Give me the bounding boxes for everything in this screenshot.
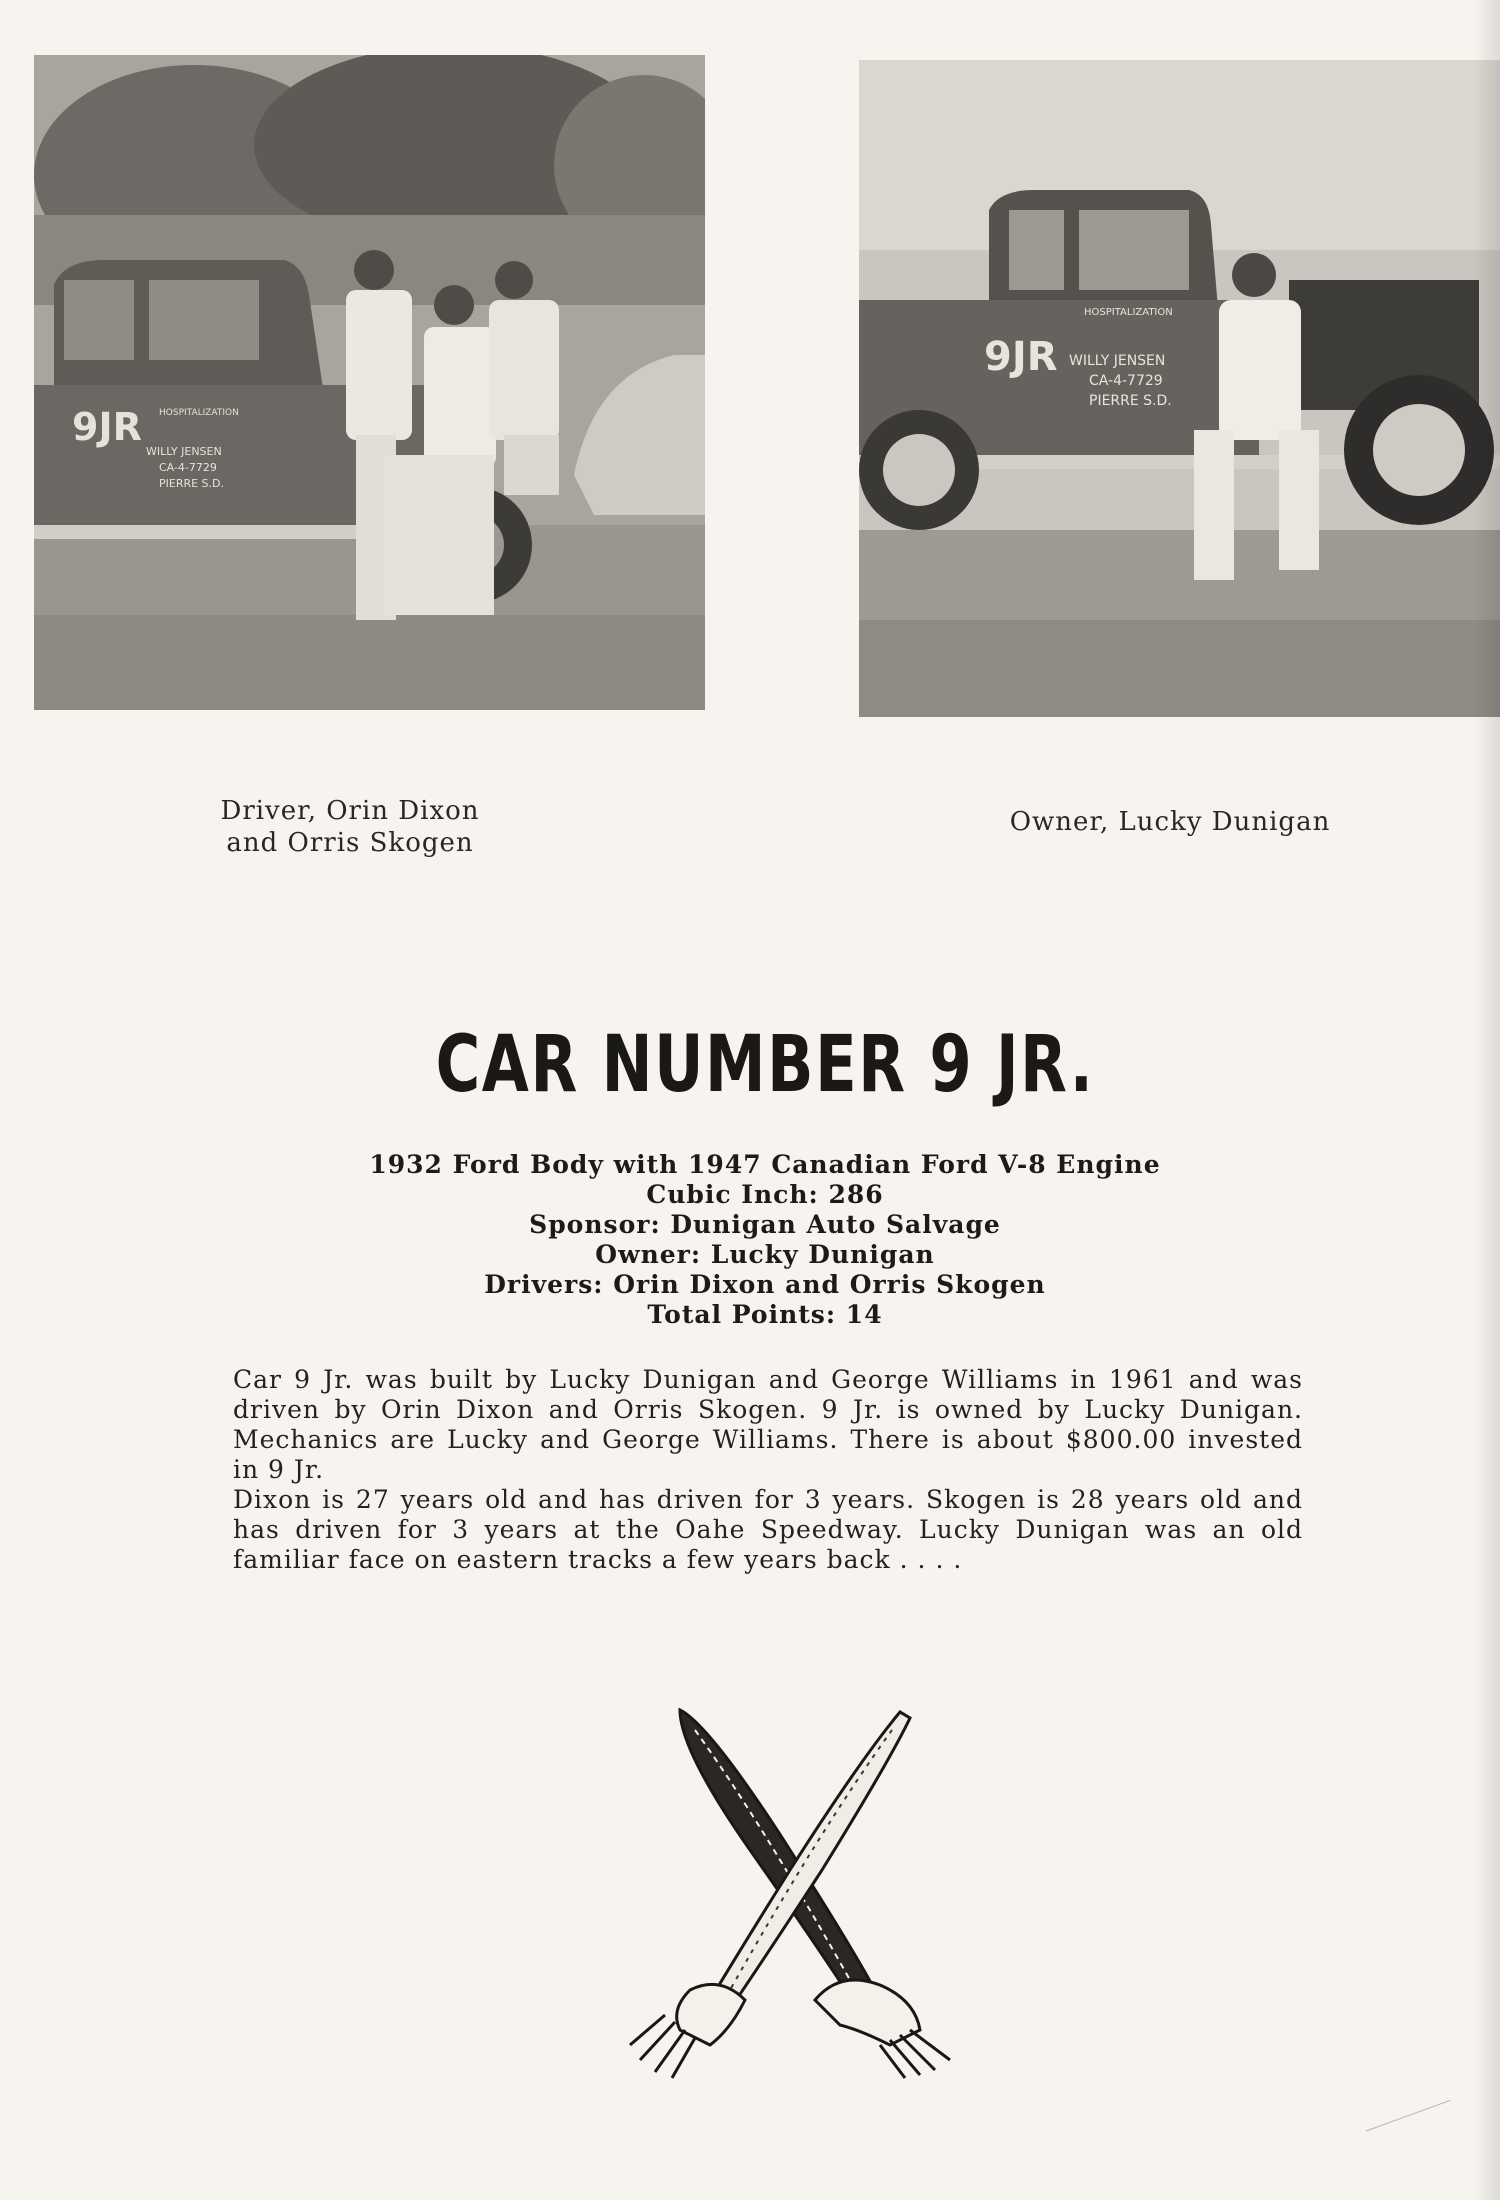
spec-points: Total Points: 14: [647, 1300, 883, 1329]
car-specs: [250, 1150, 1280, 1330]
race-car-photo-right: [859, 60, 1500, 717]
spec-owner: Owner: Lucky Dunigan: [595, 1240, 935, 1269]
spec-sponsor: Sponsor: Dunigan Auto Salvage: [529, 1210, 1001, 1239]
photo-driver-car: [34, 55, 705, 710]
caption-left-line2: and Orris Skogen: [226, 828, 474, 858]
crossed-swords-icon: [560, 1700, 1010, 2080]
car-number-right: 9JR: [984, 334, 1058, 380]
caption-left: [150, 795, 550, 859]
door-text-left-3: CA-4-7729: [159, 461, 217, 474]
race-car-photo-left: [34, 55, 705, 710]
car-number-left: 9JR: [72, 405, 142, 449]
door-text-left-2: WILLY JENSEN: [146, 445, 222, 458]
door-text-left-1: HOSPITALIZATION: [159, 408, 239, 418]
spec-cubic-inch: Cubic Inch: 286: [646, 1180, 884, 1209]
door-text-right-3: CA-4-7729: [1089, 373, 1163, 389]
body-paragraph-2: Dixon is 27 years old and has driven for 3 years. Skogen is 28 years old and has driven for 3 years at the Oahe Speedway. Lucky Dunigan was an old familiar face on eastern tracks a few years back . . . .: [233, 1485, 1303, 1574]
door-text-left-4: PIERRE S.D.: [159, 477, 225, 490]
spec-drivers: Drivers: Orin Dixon and Orris Skogen: [484, 1270, 1046, 1299]
page-edge-shadow: [1474, 0, 1500, 2200]
body-paragraph-1: Car 9 Jr. was built by Lucky Dunigan and George Williams in 1961 and was driven by Orin Dixon and Orris Skogen. 9 Jr. is owned by Lucky Dunigan. Mechanics are Lucky and George Williams. There is about $800.00 invested in 9 Jr.: [233, 1365, 1303, 1484]
article-body: [233, 1365, 1303, 1575]
page-title: CAR NUMBER 9 JR.: [435, 1020, 1095, 1110]
corner-mark: [1366, 2100, 1465, 2169]
caption-right: Owner, Lucky Dunigan: [1009, 807, 1331, 837]
photo-owner-car: [859, 60, 1500, 717]
door-text-right-4: PIERRE S.D.: [1089, 393, 1172, 409]
door-text-right-2: WILLY JENSEN: [1069, 353, 1166, 369]
door-text-right-1: HOSPITALIZATION: [1084, 307, 1173, 318]
caption-left-line1: Driver, Orin Dixon: [220, 796, 480, 826]
spec-body: 1932 Ford Body with 1947 Canadian Ford V-8 Engine: [369, 1150, 1161, 1179]
